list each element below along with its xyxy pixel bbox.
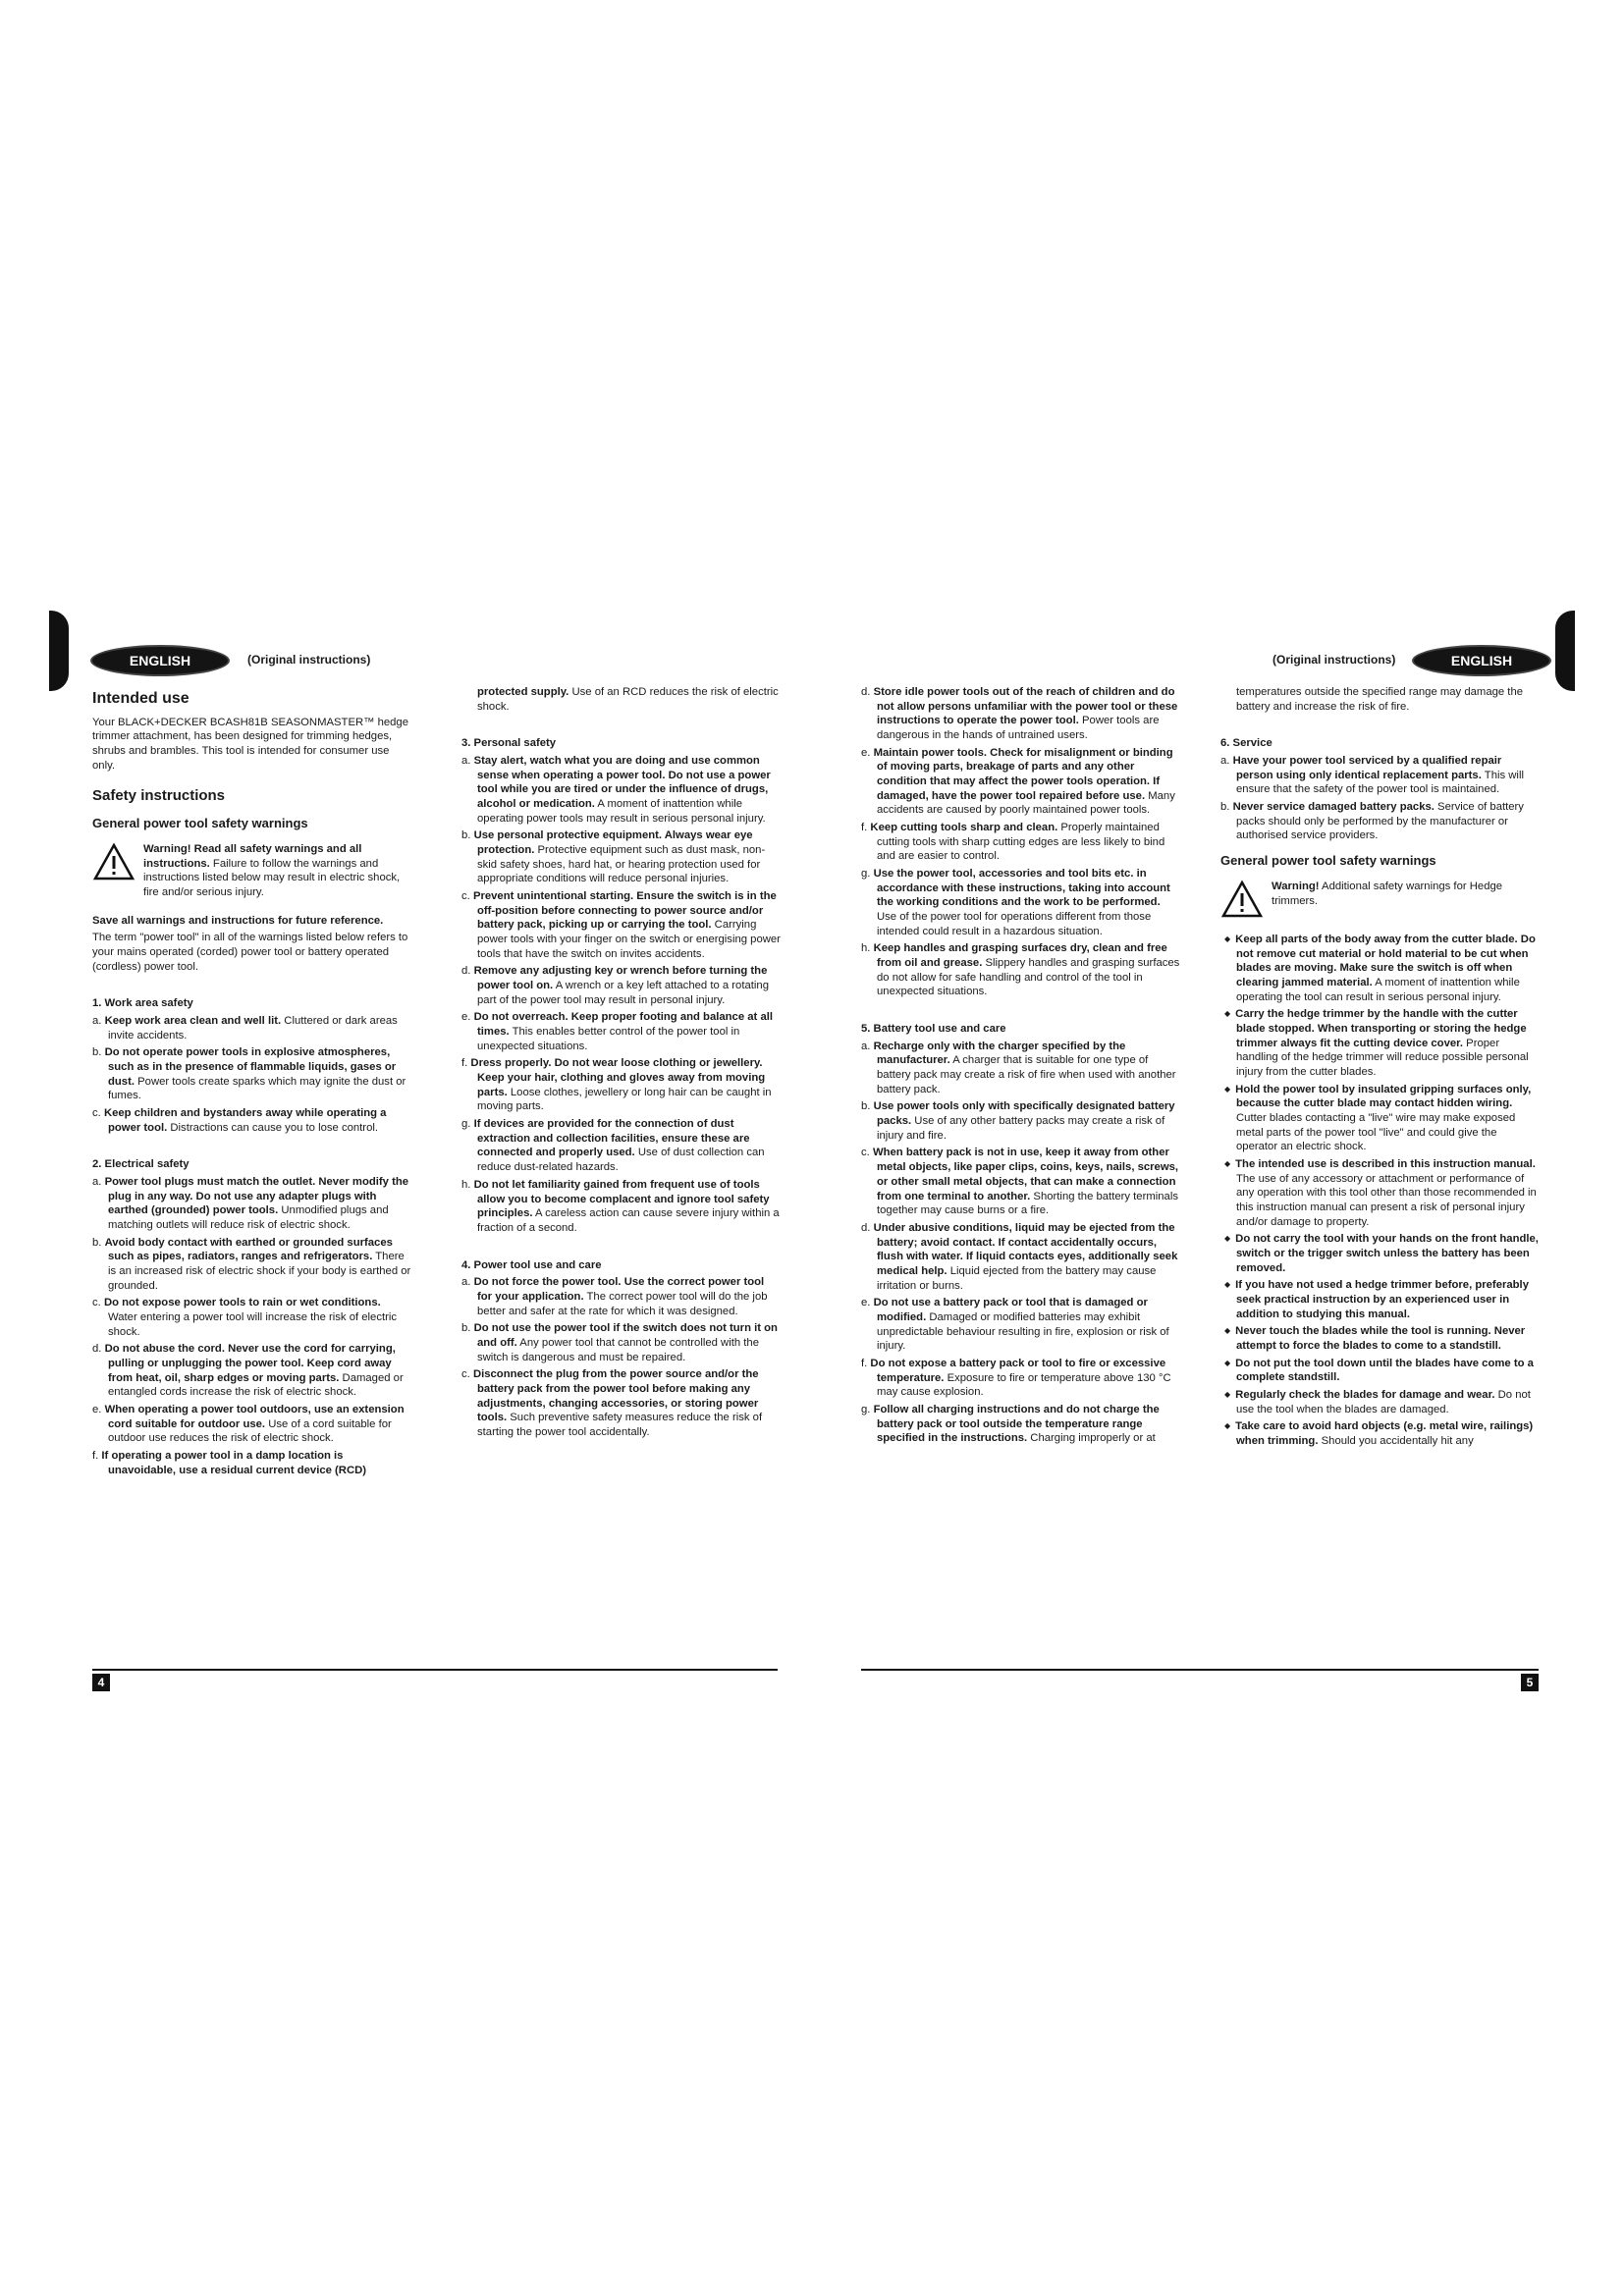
page-number-left: 4 [92,1674,110,1691]
bullet-item: ◆ Take care to avoid hard objects (e.g. metal wire, railings) when trimming. Should you accidentally hit any [1220,1419,1540,1448]
section-personal-title: 3. Personal safety [461,737,557,750]
general-warnings-title-right: General power tool safety warnings [1220,853,1436,869]
bullet-item: ◆ Do not put the tool down until the blades have come to a complete standstill. [1220,1357,1540,1385]
list-item: b. Do not operate power tools in explosive atmospheres, such as in the presence of flammable liquids, gases or dust. Power tools create sparks which may ignite the dust or fumes. [92,1046,406,1102]
list-item: e. Maintain power tools. Check for misalignment or binding of moving parts, breakage of parts and any other condition that may affect the power tools operation. If damaged, have the power tool repaired before use. Many accidents are caused by poorly maintained power tools. [861,746,1175,817]
safety-instructions-title: Safety instructions [92,787,226,805]
list-item: b. Do not use the power tool if the switch does not turn it on and off. Any power tool that cannot be controlled with the switch is dangerous and must be repaired. [461,1322,778,1363]
bullet-item: ◆ The intended use is described in this instruction manual. The use of any accessory or attachment or performance of any operation with this tool other than those recommended in this instruction manual can present a risk of personal injury and/or damage to property. [1220,1157,1540,1229]
continued-text: protected supply. Use of an RCD reduces the risk of electric shock. [477,686,779,713]
language-badge-left: ENGLISH [90,645,230,676]
bullet-item: ◆ If you have not used a hedge trimmer before, preferably seek practical instruction by an experienced user in addition to studying this manual. [1220,1278,1540,1321]
list-item: a. Keep work area clean and well lit. Cluttered or dark areas invite accidents. [92,1014,398,1041]
list-item: a. Power tool plugs must match the outlet. Never modify the plug in any way. Do not use any adapter plugs with earthed (grounded) power tools. Unmodified plugs and matching outlets will reduce risk of electric shock. [92,1175,409,1231]
tool-use-list [461,1275,781,1439]
list-item: e. When operating a power tool outdoors, use an extension cord suitable for outdoor use. Use of a cord suitable for outdoor use reduces the risk of electric shock. [92,1404,405,1445]
column-1 [92,685,411,1480]
list-item: c. Disconnect the plug from the power source and/or the battery pack from the power tool before making any adjustments, changing accessories, or storing power tools. Such preventive safety measures reduce the risk of starting the power tool accidentally. [461,1368,763,1438]
work-area-list [92,1014,411,1135]
list-item: h. Do not let familiarity gained from frequent use of tools allow you to become complacent and ignore tool safety principles. A careless action can cause severe injury within a fraction of a second. [461,1178,780,1234]
save-warnings-text: The term "power tool" in all of the warnings listed below refers to your mains operated (corded) power tool or battery operated (cordless) power tool. [92,932,408,973]
footer-rule-right [861,1669,1539,1671]
footer-rule-left [92,1669,778,1671]
list-item: c. Do not expose power tools to rain or wet conditions. Water entering a power tool will increase the risk of electric shock. [92,1297,398,1338]
personal-list [461,754,781,1236]
battery-list [861,1040,1180,1446]
electrical-list [92,1175,411,1477]
bullet-item: ◆ Keep all parts of the body away from the cutter blade. Do not remove cut material or hold material to be cut when blades are moving. Make sure the switch is off when clearing jammed material. A moment of inattention while operating the tool can result in serious personal injury. [1220,933,1540,1004]
warning-triangle-icon [92,842,135,881]
warning-text-right: Warning! Additional safety warnings for Hedge trimmers. [1272,880,1503,907]
left-edge-tab [49,611,69,691]
column-3 [861,685,1180,1449]
list-item: f. Dress properly. Do not wear loose clothing or jewellery. Keep your hair, clothing and gloves away from moving parts. Loose clothes, jewellery or long hair can be caught in moving parts. [461,1057,772,1113]
bullet-item: ◆ Regularly check the blades for damage and wear. Do not use the tool when the blades are damaged. [1220,1388,1540,1416]
warning-text: Warning! Read all safety warnings and all instructions. Failure to follow the warnings and instructions listed below may result in electric shock, fire and/or serious injury. [143,842,401,898]
list-item: g. If devices are provided for the connection of dust extraction and collection facilities, ensure these are connected and properly used. Use of dust collection can reduce dust-related hazards. [461,1118,765,1174]
list-item: f. Keep cutting tools sharp and clean. Properly maintained cutting tools with sharp cutting edges are less likely to bind and are easier to control. [861,822,1165,863]
service-list [1220,754,1540,843]
intended-use-title: Intended use [92,690,189,707]
bullet-item: ◆ Hold the power tool by insulated gripping surfaces only, because the cutter blade may contact hidden wiring. Cutter blades contacting a "live" wire may make exposed metal parts of the power tool "live" and could give the operator an electric shock. [1220,1083,1540,1154]
section-electrical-title: 2. Electrical safety [92,1158,189,1171]
section-work-area-title: 1. Work area safety [92,997,193,1010]
right-edge-tab [1555,611,1575,691]
page-number-right: 5 [1521,1674,1539,1691]
warning-block [92,842,411,900]
tool-use-list-cont [861,685,1180,999]
language-badge-right: ENGLISH [1412,645,1551,676]
list-item: f. Do not expose a battery pack or tool to fire or excessive temperature. Exposure to fire or temperature above 130 °C may cause explosion. [861,1357,1171,1399]
list-item: a. Stay alert, watch what you are doing and use common sense when operating a power tool. Do not use a power tool while you are tired or under the influence of drugs, alcohol or medication. A moment of inattention while operating power tools may result in serious personal injury. [461,755,771,825]
list-item: b. Never service damaged battery packs. Service of battery packs should only be performed by the manufacturer or authorised service providers. [1220,801,1524,842]
section-tool-use-title: 4. Power tool use and care [461,1258,602,1271]
column-4 [1220,685,1540,1452]
general-warnings-title: General power tool safety warnings [92,815,308,830]
intended-use-body: Your BLACK+DECKER BCASH81B SEASONMASTER™ hedge trimmer attachment, has been designed for trimming hedges, shrubs and brambles. This tool is intended for consumer use only. [92,716,408,772]
list-item: h. Keep handles and grasping surfaces dry, clean and free from oil and grease. Slippery handles and grasping surfaces do not allow for safe handling and control of the tool in unexpected situations. [861,942,1180,998]
list-item: b. Use personal protective equipment. Always wear eye protection. Protective equipment such as dust mask, non-skid safety shoes, hard hat, or hearing protection used for appropriate conditions will reduce personal injuries. [461,829,766,885]
list-item: b. Avoid body contact with earthed or grounded surfaces such as pipes, radiators, ranges and refrigerators. There is an increased risk of electric shock if your body is earthed or grounded. [92,1236,411,1292]
section-service-title: 6. Service [1220,737,1272,750]
list-item: g. Use the power tool, accessories and tool bits etc. in accordance with these instructions, taking into account the working conditions and the work to be performed. Use of the power tool for operations different from those intended could result in a hazardous situation. [861,868,1170,937]
list-item: e. Do not overreach. Keep proper footing and balance at all times. This enables better control of the power tool in unexpected situations. [461,1011,774,1052]
subtitle-left: (Original instructions) [247,653,371,667]
subtitle-right: (Original instructions) [1272,653,1396,667]
list-item: c. Prevent unintentional starting. Ensure the switch is in the off-position before connecting to power source and/or battery pack, picking up or carrying the tool. Carrying power tools with your finger on the switch or energising power tools that have the switch on invites accidents. [461,890,781,960]
hedge-trimmer-bullets [1220,933,1540,1449]
list-item: f. If operating a power tool in a damp location is unavoidable, use a residual current device (RCD) [92,1450,367,1476]
list-item: e. Do not use a battery pack or tool that is damaged or modified. Damaged or modified batteries may exhibit unpredictable behaviour resulting in fire, explosion or risk of injury. [861,1297,1169,1353]
section-battery-title: 5. Battery tool use and care [861,1023,1006,1036]
list-item: b. Use power tools only with specifically designated battery packs. Use of any other battery packs may create a risk of injury and fire. [861,1100,1175,1142]
list-item: c. When battery pack is not in use, keep it away from other metal objects, like paper clips, coins, keys, nails, screws, or other small metal objects, that can make a connection from one terminal to another. Shorting the battery terminals together may cause burns or a fire. [861,1147,1179,1217]
list-item: a. Do not force the power tool. Use the correct power tool for your application. The correct power tool will do the job better and safer at the rate for which it was designed. [461,1276,768,1317]
save-warnings: Save all warnings and instructions for future reference. [92,914,384,927]
list-item: a. Have your power tool serviced by a qualified repair person using only identical replacement parts. This will ensure that the safety of the power tool is maintained. [1220,755,1524,796]
warning-block-right [1220,880,1540,919]
list-item: d. Do not abuse the cord. Never use the cord for carrying, pulling or unplugging the power tool. Keep cord away from heat, oil, sharp edges or moving parts. Damaged or entangled cords increase the risk of electric shock. [92,1343,404,1399]
warning-triangle-icon [1220,880,1264,919]
continued-text-right: temperatures outside the specified range may damage the battery and increase the risk of fire. [1236,686,1524,713]
list-item: d. Under abusive conditions, liquid may be ejected from the battery; avoid contact. If contact accidentally occurs, flush with water. If liquid contacts eyes, additionally seek medical help. Liquid ejected from the battery may cause irritation or burns. [861,1221,1178,1292]
list-item: d. Store idle power tools out of the reach of children and do not allow persons unfamiliar with the power tool or these instructions to operate the power tool. Power tools are dangerous in the hands of untrained users. [861,686,1178,742]
list-item: a. Recharge only with the charger specified by the manufacturer. A charger that is suitable for one type of battery pack may create a risk of fire when used with another battery pack. [861,1040,1176,1095]
list-item: c. Keep children and bystanders away while operating a power tool. Distractions can cause you to lose control. [92,1106,387,1134]
bullet-item: ◆ Carry the hedge trimmer by the handle with the cutter blade stopped. When transporting or storing the hedge trimmer always fit the cutting device cover. Proper handling of the hedge trimmer will reduce possible personal injury from the cutter blades. [1220,1007,1540,1079]
bullet-item: ◆ Do not carry the tool with your hands on the front handle, switch or the trigger switch unless the battery has been removed. [1220,1232,1540,1275]
list-item: g. Follow all charging instructions and do not charge the battery pack or tool outside the temperature range specified in the instructions. Charging improperly or at [861,1403,1160,1445]
bullet-item: ◆ Never touch the blades while the tool is running. Never attempt to force the blades to come to a standstill. [1220,1324,1540,1353]
list-item: d. Remove any adjusting key or wrench before turning the power tool on. A wrench or a key left attached to a rotating part of the power tool may result in personal injury. [461,965,769,1006]
column-2 [461,685,781,1443]
